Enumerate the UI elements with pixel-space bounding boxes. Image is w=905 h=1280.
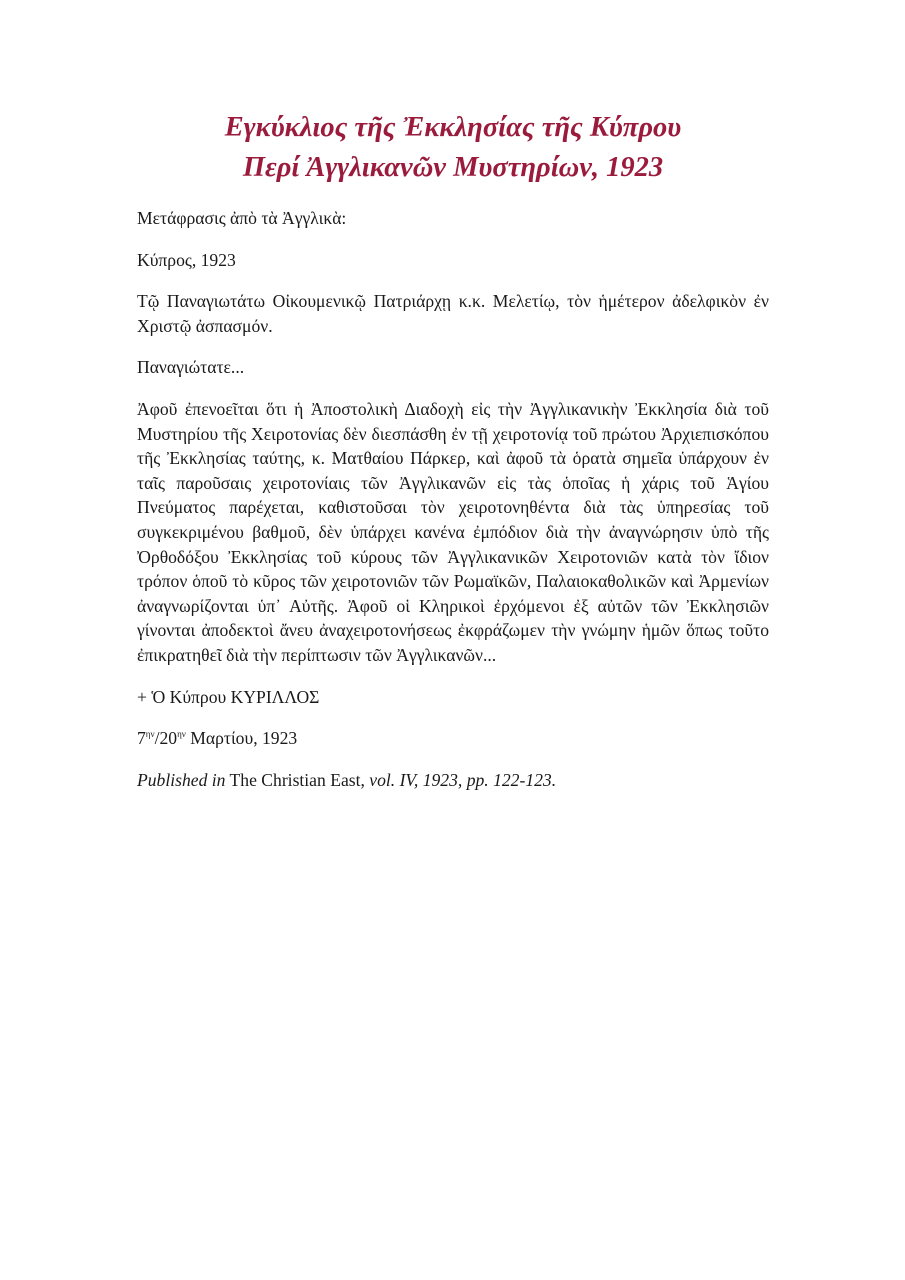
title-line-2: Περί Ἀγγλικανῶν Μυστηρίων, 1923 [242,152,664,183]
salutation: Τῷ Παναγιωτάτω Οἰκουμενικῷ Πατριάρχῃ κ.κ. Μελετίῳ, τὸν ἡμέτερον ἀδελφικὸν ἐν Χριστῷ ἀσπασμόν. [137,291,769,336]
citation [137,768,769,792]
date-separator: /20 [154,728,178,749]
body-paragraph: Ἀφοῦ ἐπενοεῖται ὅτι ἡ Ἀποστολικὴ Διαδοχὴ εἰς τὴν Ἀγγλικανικὴν Ἐκκλησία διὰ τοῦ Μυστηρίου τῆς Χειροτονίας δὲν διεσπάσθη ἐν τῇ χειροτονίᾳ τοῦ πρώτου Ἀρχιεπισκόπου τῆς Ἐκκλησίας ταύτης, κ. Ματθαίου Πάρκερ, καὶ ἀφοῦ τὰ ὁρατὰ σημεῖα ὑπάρχουν ἐν ταῖς παροῦσαις χειροτονίαις τῶν Ἀγγλικανῶν εἰς τὰς ὁποῖας ἡ χάρις τοῦ Ἁγίου Πνεύματος παρέχεται, καθιστοῦσαι τὸν χειροτονηθέντα διὰ τὰς ὑπηρεσίας τοῦ συγκεκριμένου βαθμοῦ, δὲν ὑπάρχει κανένα ἐμπόδιον διὰ τὴν ἀναγνώρησιν ὑπὸ τῆς Ὀρθοδόξου Ἐκκλησίας τοῦ κύρους τῶν Ἀγγλικανικῶν Χειροτονιῶν κατὰ τὸν ἴδιον τρόπον ὁποῦ τὸ κῦρος τῶν χειροτονιῶν τῶν Ρωμαϊκῶν, Παλαιοκαθολικῶν καὶ Ἀρμενίων ἀναγνωρίζονται ὑπ᾽ Αὐτῆς. Ἀφοῦ οἱ Κληρικοὶ ἐρχόμενοι ἐξ αὐτῶν τῶν Ἐκκλησιῶν γίνονται ἀποδεκτοὶ ἄνευ ἀναχειροτονήσεως ἐκφράζωμεν τὴν γνώμην ἡμῶν ὅπως τοῦτο ἐπικρατηθεῖ διὰ τὴν περίπτωσιν τῶν Ἀγγλικανῶν... [137,398,769,665]
date-day-1: 7 [137,728,146,749]
translation-note: Μετάφρασις ἀπὸ τὰ Ἀγγλικὰ: [137,208,347,228]
address: Παναγιώτατε... [137,357,245,378]
citation-prefix: Published in [137,769,226,790]
document-title [137,108,769,188]
signature: + Ὁ Κύπρου ΚΥΡΙΛΛΟΣ [137,686,320,707]
date-sup-2: ην [177,729,186,740]
citation-details: vol. IV, 1923, pp. 122-123. [369,769,557,790]
document-page [137,108,769,809]
place-date: Κύπρος, 1923 [137,249,236,270]
date-sup-1: ην [145,729,155,740]
letter-date [137,726,769,751]
citation-source: The Christian East, [225,769,370,790]
title-line-1: Εγκύκλιος τῆς Ἐκκλησίας τῆς Κύπρου [224,112,682,143]
date-month-year: Μαρτίου, 1923 [185,728,298,749]
